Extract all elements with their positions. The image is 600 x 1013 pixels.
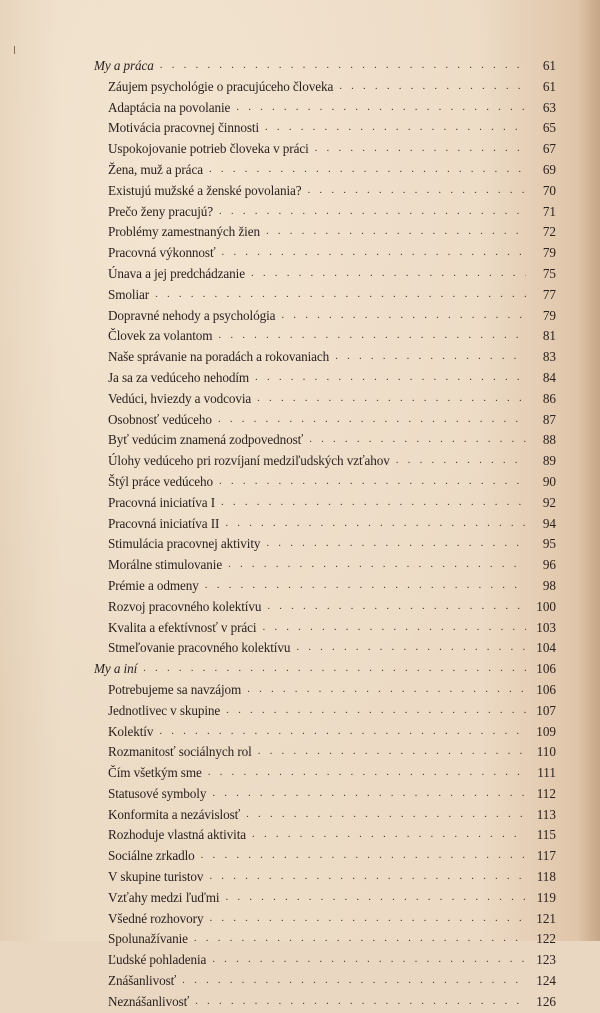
toc-entry-title: Únava a jej predchádzanie [108,265,245,281]
dot-leader [212,949,526,970]
dot-leader [281,305,526,326]
toc-entry-row [94,472,556,493]
dot-leader [236,97,526,118]
toc-entry-row [94,306,556,327]
toc-entry-title: Znášanlivosť [108,973,177,989]
toc-entry-title: Žena, muž a práca [108,161,203,177]
toc-entry-title: Osobnosť vedúceho [108,411,212,427]
toc-entry-row [94,326,556,347]
toc-entry-title: Pracovná iniciatíva I [108,494,216,510]
toc-page-number: 63 [542,99,556,115]
toc-page-number: 107 [536,702,556,718]
toc-entry-title: Smoliar [108,286,150,302]
toc-section-row [94,659,556,680]
dot-leader [159,721,526,742]
toc-entry-title: Problémy zamestnaných žien [108,224,260,240]
toc-page-number: 90 [542,473,556,489]
toc-page-number: 87 [542,411,556,427]
dot-leader [222,242,527,263]
toc-entry-title: Uspokojovanie potrieb človeka v práci [108,141,309,157]
dot-leader [209,908,526,929]
toc-entry-row [94,909,556,930]
toc-page-number: 79 [542,307,556,323]
toc-page-number: 70 [542,182,556,198]
toc-entry-row [94,555,556,576]
toc-page-number: 81 [542,328,556,344]
toc-page-number: 117 [536,848,556,864]
toc-entry-title: Rozmanitosť sociálnych rol [108,744,252,760]
dot-leader [266,533,526,554]
toc-entry-row [94,118,556,139]
toc-page-number: 92 [542,494,556,510]
toc-entry-title: Všedné rozhovory [108,910,204,926]
toc-entry-title: Neznášanlivosť [108,993,190,1009]
toc-entry-row [94,410,556,431]
toc-page-number: 61 [542,58,556,73]
toc-entry-row [94,430,556,451]
toc-page-number: 77 [542,286,556,302]
dot-leader [218,409,526,430]
dot-leader [219,471,526,492]
toc-entry-row [94,139,556,160]
dot-leader [396,450,526,471]
dot-leader [218,325,526,346]
toc-entry-title: Rozvoj pracovného kolektívu [108,598,262,614]
toc-entry-title: Kolektív [108,723,154,739]
dot-leader [308,180,526,201]
toc-page-number: 100 [536,598,556,614]
toc-entry-row [94,784,556,805]
toc-entry-row [94,451,556,472]
toc-entry-row [94,742,556,763]
toc-page-number: 121 [536,910,556,926]
dot-leader [209,866,526,887]
toc-entry-title: Spolunažívanie [108,931,188,947]
toc-entry-title: Motivácia pracovnej činnosti [108,120,260,136]
toc-page-number: 126 [536,993,556,1009]
toc-entry-row [94,680,556,701]
toc-section-title: My a práca [94,58,154,73]
toc-entry-title: Sociálne zrkadlo [108,848,195,864]
toc-entry-title: V skupine turistov [108,869,204,885]
toc-page-number: 86 [542,390,556,406]
table-of-contents [94,56,556,1013]
dot-leader [309,429,526,450]
dot-leader [251,263,526,284]
toc-entry-title: Záujem psychológie o pracujúceho človeka [108,78,334,94]
toc-page-number: 65 [542,120,556,136]
dot-leader [257,388,526,409]
page-edge-shadow [578,0,600,941]
toc-entry-title: Stimulácia pracovnej aktivity [108,536,261,552]
dot-leader [262,617,526,638]
toc-entry-title: Statusové symboly [108,785,207,801]
toc-page-number: 110 [536,744,556,760]
dot-leader [228,554,526,575]
dot-leader [221,492,526,513]
dot-leader [335,346,526,367]
toc-entry-row [94,763,556,784]
toc-page-number: 113 [536,806,556,822]
toc-page-number: 103 [536,619,556,635]
toc-section-row [94,56,556,77]
dot-leader [252,824,526,845]
toc-entry-title: Prečo ženy pracujú? [108,203,214,219]
toc-entry-title: Dopravné nehody a psychológia [108,307,276,323]
dot-leader [265,117,526,138]
toc-entry-title: Úlohy vedúceho pri rozvíjaní medziľudských vzťahov [108,453,390,469]
dot-leader [155,284,526,305]
toc-entry-row [94,929,556,950]
toc-entry-title: Adaptácia na povolanie [108,99,231,115]
toc-entry-row [94,264,556,285]
toc-entry-title: Štýl práce vedúceho [108,473,214,489]
toc-page-number: 61 [542,78,556,94]
dot-leader [160,55,526,76]
toc-page-number: 122 [536,931,556,947]
toc-entry-row [94,638,556,659]
toc-page-number: 71 [542,203,556,219]
dot-leader [195,991,526,1012]
toc-section-title: My a iní [94,661,138,677]
dot-leader [315,138,526,159]
toc-entry-row [94,867,556,888]
toc-entry-title: Pracovná iniciatíva II [108,515,220,531]
paper-mark [14,46,15,54]
dot-leader [339,76,526,97]
dot-leader [219,201,526,222]
toc-page-number: 89 [542,453,556,469]
toc-page-number: 111 [537,765,556,781]
toc-entry-title: Čím všetkým sme [108,765,202,781]
toc-entry-row [94,222,556,243]
toc-entry-row [94,347,556,368]
toc-page-number: 96 [542,557,556,573]
dot-leader [267,596,526,617]
toc-entry-row [94,722,556,743]
dot-leader [205,575,526,596]
toc-entry-row [94,992,556,1013]
toc-page-number: 123 [536,952,556,968]
toc-entry-title: Ja sa za vedúceho nehodím [108,369,250,385]
toc-entry-row [94,701,556,722]
dot-leader [194,928,526,949]
toc-entry-title: Morálne stimulovanie [108,557,223,573]
toc-page-number: 67 [542,141,556,157]
dot-leader [143,658,526,679]
toc-entry-title: Rozhoduje vlastná aktivita [108,827,247,843]
toc-entry-title: Kvalita a efektívnosť v práci [108,619,257,635]
dot-leader [225,513,526,534]
dot-leader [201,845,526,866]
toc-page-number: 115 [536,827,556,843]
toc-entry-row [94,805,556,826]
toc-entry-title: Stmeľovanie pracovného kolektívu [108,640,291,656]
dot-leader [226,700,526,721]
toc-entry-row [94,368,556,389]
toc-page-number: 72 [542,224,556,240]
toc-entry-row [94,534,556,555]
toc-page-number: 124 [536,973,556,989]
toc-entry-row [94,597,556,618]
toc-entry-title: Jednotlivec v skupine [108,702,221,718]
dot-leader [212,783,526,804]
toc-page-number: 79 [542,245,556,261]
toc-entry-row [94,888,556,909]
toc-page-number: 83 [542,349,556,365]
toc-entry-title: Pracovná výkonnosť [108,245,216,261]
toc-entry-row [94,243,556,264]
toc-page-number: 69 [542,161,556,177]
dot-leader [182,970,526,991]
toc-page-number: 109 [536,723,556,739]
toc-entry-title: Ľudské pohladenia [108,952,207,968]
toc-entry-row [94,971,556,992]
toc-page-number: 95 [542,536,556,552]
dot-leader [247,679,526,700]
toc-page-number: 88 [542,432,556,448]
toc-entry-row [94,950,556,971]
toc-entry-row [94,98,556,119]
toc-entry-row [94,846,556,867]
toc-entry-row [94,576,556,597]
dot-leader [266,221,526,242]
dot-leader [246,804,526,825]
toc-entry-title: Byť vedúcim znamená zodpovednosť [108,432,304,448]
toc-entry-row [94,202,556,223]
toc-entry-row [94,77,556,98]
toc-entry-row [94,160,556,181]
toc-entry-row [94,181,556,202]
toc-page-number: 84 [542,369,556,385]
toc-entry-row [94,389,556,410]
toc-entry-row [94,618,556,639]
toc-entry-title: Prémie a odmeny [108,577,199,593]
dot-leader [225,887,526,908]
toc-entry-row [94,514,556,535]
toc-entry-row [94,285,556,306]
toc-page-number: 119 [536,889,556,905]
toc-entry-title: Konformita a nezávislosť [108,806,241,822]
toc-entry-title: Človek za volantom [108,328,213,344]
toc-page-number: 98 [542,577,556,593]
toc-page-number: 94 [542,515,556,531]
toc-page-number: 112 [536,785,556,801]
toc-entry-title: Vzťahy medzi ľuďmi [108,889,220,905]
toc-page-number: 104 [536,640,556,656]
toc-page-number: 106 [536,661,556,677]
toc-entry-title: Existujú mužské a ženské povolania? [108,182,302,198]
toc-page-number: 106 [536,681,556,697]
toc-entry-title: Naše správanie na poradách a rokovaniach [108,349,330,365]
dot-leader [255,367,526,388]
toc-entry-row [94,825,556,846]
dot-leader [209,159,526,180]
toc-entry-title: Potrebujeme sa navzájom [108,681,242,697]
toc-entry-title: Vedúci, hviezdy a vodcovia [108,390,252,406]
dot-leader [296,637,526,658]
dot-leader [258,741,526,762]
toc-entry-row [94,493,556,514]
toc-page-number: 118 [536,869,556,885]
dot-leader [208,762,526,783]
toc-page-number: 75 [542,265,556,281]
